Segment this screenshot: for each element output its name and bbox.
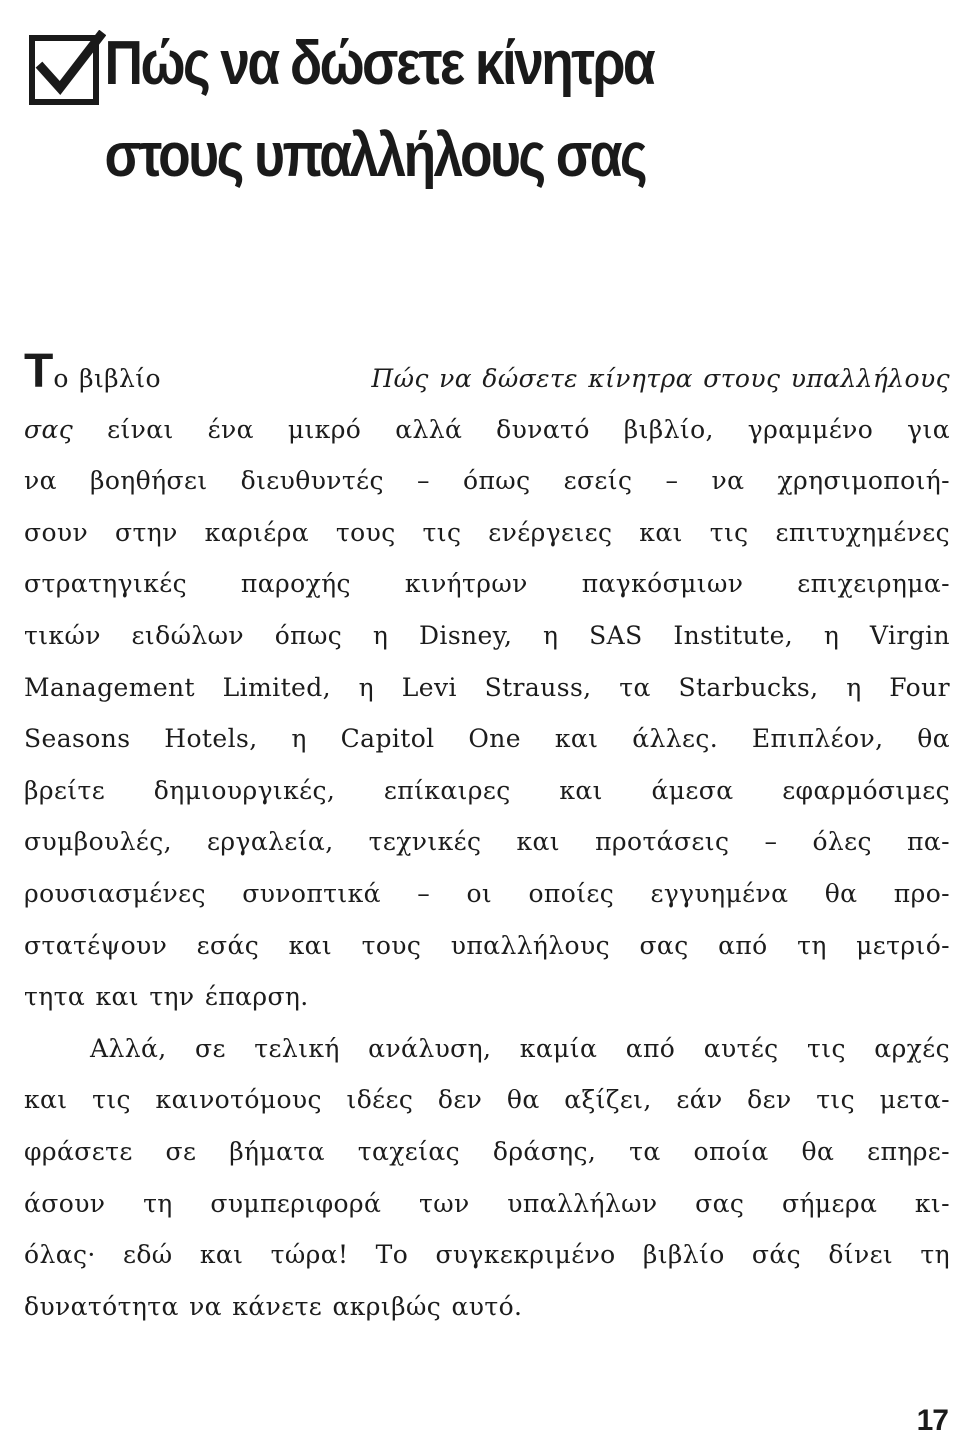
- paragraph-1-line-4: σουν στην καριέρα τους τις ενέργειες και τις επιτυχημένες: [24, 517, 950, 547]
- paragraph-1-line-2-rest: είναι ένα μικρό αλλά δυνατό βιβλίο, γραμμένο για: [107, 414, 950, 444]
- paragraph-1-line-1: [24, 345, 950, 404]
- paragraph-2-line-2: και τις καινοτόμους ιδέες δεν θα αξίζει, εάν δεν τις μετα-: [24, 1085, 950, 1115]
- paragraph-1-line-5: στρατηγικές παροχής κινήτρων παγκόσμιων επιχειρημα-: [24, 569, 950, 599]
- drop-cap: Τ: [24, 345, 52, 398]
- paragraph-1-line-7: Management Limited, η Levi Strauss, τα Starbucks, η Four: [24, 672, 950, 702]
- paragraph-1-line-13: τητα και την έπαρση.: [24, 982, 309, 1012]
- paragraph-1-line-9: βρείτε δημιουργικές, επίκαιρες και άμεσα εφαρμόσιμες: [24, 775, 950, 805]
- book-title-italic-end: σας: [24, 414, 74, 444]
- paragraph-1-line-10: συμβουλές, εργαλεία, τεχνικές και προτάσεις – όλες πα-: [24, 827, 950, 857]
- body-text: [24, 345, 950, 1332]
- paragraph-2-line-4: άσουν τη συμπεριφορά των υπαλλήλων σας σήμερα κι-: [24, 1188, 950, 1218]
- page-number: 17: [916, 1404, 948, 1437]
- chapter-title-line-2: στους υπαλλήλους σας: [104, 121, 646, 190]
- paragraph-1-line-2: [24, 404, 950, 456]
- chapter-title: [22, 18, 896, 202]
- book-title-italic: Πώς να δώσετε κίνητρα στους υπαλλήλους: [371, 364, 950, 393]
- paragraph-2-line-5: όλας· εδώ και τώρα! Το συγκεκριμένο βιβλίο σάς δίνει τη: [24, 1240, 950, 1270]
- paragraph-1-line-11: ρουσιασμένες συνοπτικά – οι οποίες εγγυημένα θα προ-: [24, 878, 950, 908]
- paragraph-1-line-1-lead: ο βιβλίο: [53, 364, 161, 393]
- paragraph-2-line-6: δυνατότητα να κάνετε ακριβώς αυτό.: [24, 1291, 523, 1321]
- paragraph-1-line-3: να βοηθήσει διευθυντές – όπως εσείς – να χρησιμοποιή-: [24, 466, 950, 496]
- paragraph-2-line-1: Αλλά, σε τελική ανάλυση, καμία από αυτές τις αρχές: [90, 1033, 950, 1063]
- chapter-title-line-1: Πώς να δώσετε κίνητρα: [104, 29, 654, 98]
- paragraph-1-line-6: τικών ειδώλων όπως η Disney, η SAS Institute, η Virgin: [24, 620, 950, 650]
- paragraph-1-line-12: στατέψουν εσάς και τους υπαλλήλους σας από τη μετριό-: [24, 930, 950, 960]
- paragraph-1-line-8: Seasons Hotels, η Capitol One και άλλες. Επιπλέον, θα: [24, 724, 950, 754]
- paragraph-2-line-3: φράσετε σε βήματα ταχείας δράσης, τα οποία θα επηρε-: [24, 1136, 950, 1166]
- chapter-heading: [22, 18, 922, 202]
